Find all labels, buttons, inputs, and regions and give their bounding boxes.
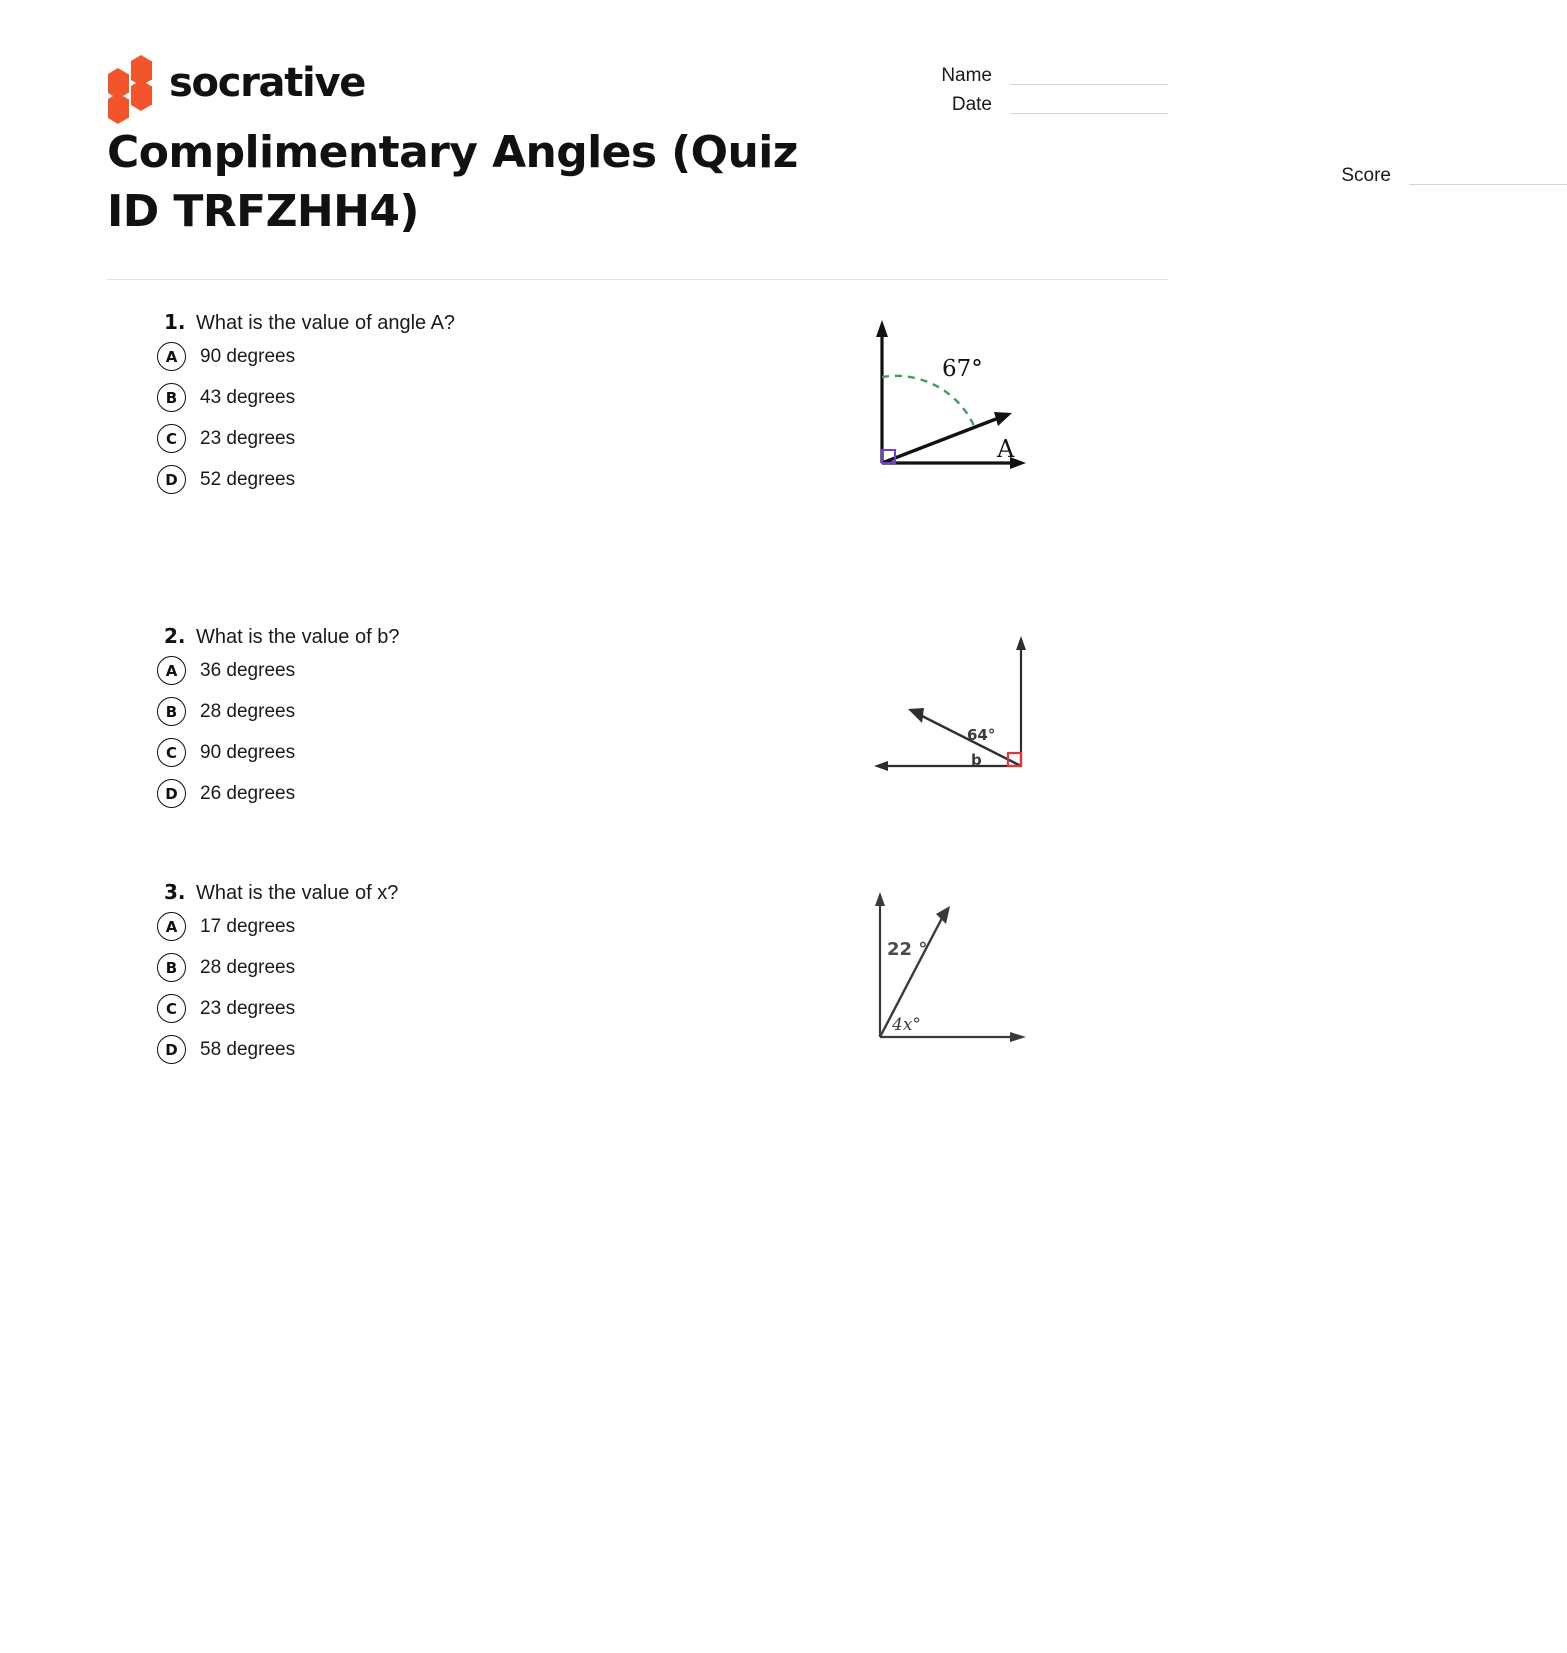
date-input-line[interactable] bbox=[1010, 96, 1168, 114]
angle-label-A: A bbox=[996, 435, 1014, 464]
question-1-prompt: What is the value of angle A? bbox=[196, 312, 456, 335]
option-2d-letter: D bbox=[157, 779, 186, 808]
question-1-number: 1. bbox=[164, 310, 186, 335]
question-3-content bbox=[107, 880, 747, 1076]
angle-diagram-3 bbox=[858, 884, 1058, 1059]
question-2 bbox=[107, 624, 1168, 820]
score-label: Score bbox=[1341, 165, 1391, 186]
question-3-options bbox=[164, 912, 747, 1064]
header-divider bbox=[107, 279, 1168, 280]
question-1-content bbox=[107, 310, 747, 506]
question-1-figure bbox=[747, 310, 1168, 489]
option-1a-text: 90 degrees bbox=[200, 345, 296, 367]
option-2b-text: 28 degrees bbox=[200, 700, 296, 722]
option-2a-letter: A bbox=[157, 656, 186, 685]
question-2-prompt: What is the value of b? bbox=[196, 626, 400, 649]
name-input-line[interactable] bbox=[1010, 67, 1168, 85]
angle-label-22: 22 ° bbox=[886, 939, 927, 961]
page-header bbox=[107, 0, 1168, 120]
option-3c-letter: C bbox=[157, 994, 186, 1023]
socrative-hexagon-icon bbox=[107, 55, 155, 111]
page-title: Complimentary Angles (Quiz ID TRFZHH4) bbox=[107, 127, 798, 237]
option-1d[interactable] bbox=[164, 465, 747, 494]
angle-diagram-2 bbox=[858, 628, 1058, 788]
title-block bbox=[107, 124, 1391, 241]
option-3d-text: 58 degrees bbox=[200, 1038, 296, 1060]
option-3b-letter: B bbox=[157, 953, 186, 982]
angle-label-b: b bbox=[970, 751, 982, 770]
option-2c-text: 90 degrees bbox=[200, 741, 296, 763]
option-2d[interactable] bbox=[164, 779, 747, 808]
socrative-wordmark: socrative bbox=[169, 60, 366, 106]
option-1c-text: 23 degrees bbox=[200, 427, 296, 449]
option-1b[interactable] bbox=[164, 383, 747, 412]
option-3d-letter: D bbox=[157, 1035, 186, 1064]
option-1b-letter: B bbox=[157, 383, 186, 412]
option-3c[interactable] bbox=[164, 994, 747, 1023]
student-info-fields bbox=[868, 66, 1168, 124]
name-field-row bbox=[868, 66, 1168, 85]
option-3a[interactable] bbox=[164, 912, 747, 941]
score-field-row bbox=[1267, 166, 1567, 195]
option-1c-letter: C bbox=[157, 424, 186, 453]
angle-label-4x: 4x° bbox=[891, 1015, 921, 1036]
questions-list bbox=[107, 310, 1168, 1076]
option-3c-text: 23 degrees bbox=[200, 997, 296, 1019]
date-field-row bbox=[868, 95, 1168, 114]
option-1d-letter: D bbox=[157, 465, 186, 494]
option-3a-letter: A bbox=[157, 912, 186, 941]
option-1c[interactable] bbox=[164, 424, 747, 453]
date-label: Date bbox=[951, 94, 992, 115]
option-2b[interactable] bbox=[164, 697, 747, 726]
question-3-number: 3. bbox=[164, 880, 186, 905]
option-2a-text: 36 degrees bbox=[200, 659, 296, 681]
option-1d-text: 52 degrees bbox=[200, 468, 296, 490]
question-3 bbox=[107, 880, 1168, 1076]
option-2c-letter: C bbox=[157, 738, 186, 767]
option-3b-text: 28 degrees bbox=[200, 956, 296, 978]
angle-label-64: 64° bbox=[966, 726, 995, 745]
name-label: Name bbox=[941, 65, 992, 86]
option-3b[interactable] bbox=[164, 953, 747, 982]
question-1 bbox=[107, 310, 1168, 506]
question-3-figure bbox=[747, 880, 1168, 1059]
question-2-options bbox=[164, 656, 747, 808]
question-2-content bbox=[107, 624, 747, 820]
question-3-prompt: What is the value of x? bbox=[196, 882, 399, 905]
option-1a[interactable] bbox=[164, 342, 747, 371]
socrative-logo bbox=[107, 55, 365, 111]
angle-label-67: 67° bbox=[941, 356, 983, 383]
angle-diagram-1 bbox=[858, 314, 1058, 489]
option-3d[interactable] bbox=[164, 1035, 747, 1064]
option-2c[interactable] bbox=[164, 738, 747, 767]
option-2b-letter: B bbox=[157, 697, 186, 726]
option-1b-text: 43 degrees bbox=[200, 386, 296, 408]
question-2-figure bbox=[747, 624, 1168, 788]
option-3a-text: 17 degrees bbox=[200, 915, 296, 937]
score-input-line[interactable] bbox=[1409, 167, 1567, 185]
question-1-options bbox=[164, 342, 747, 494]
question-2-number: 2. bbox=[164, 624, 186, 649]
option-1a-letter: A bbox=[157, 342, 186, 371]
option-2a[interactable] bbox=[164, 656, 747, 685]
option-2d-text: 26 degrees bbox=[200, 782, 296, 804]
